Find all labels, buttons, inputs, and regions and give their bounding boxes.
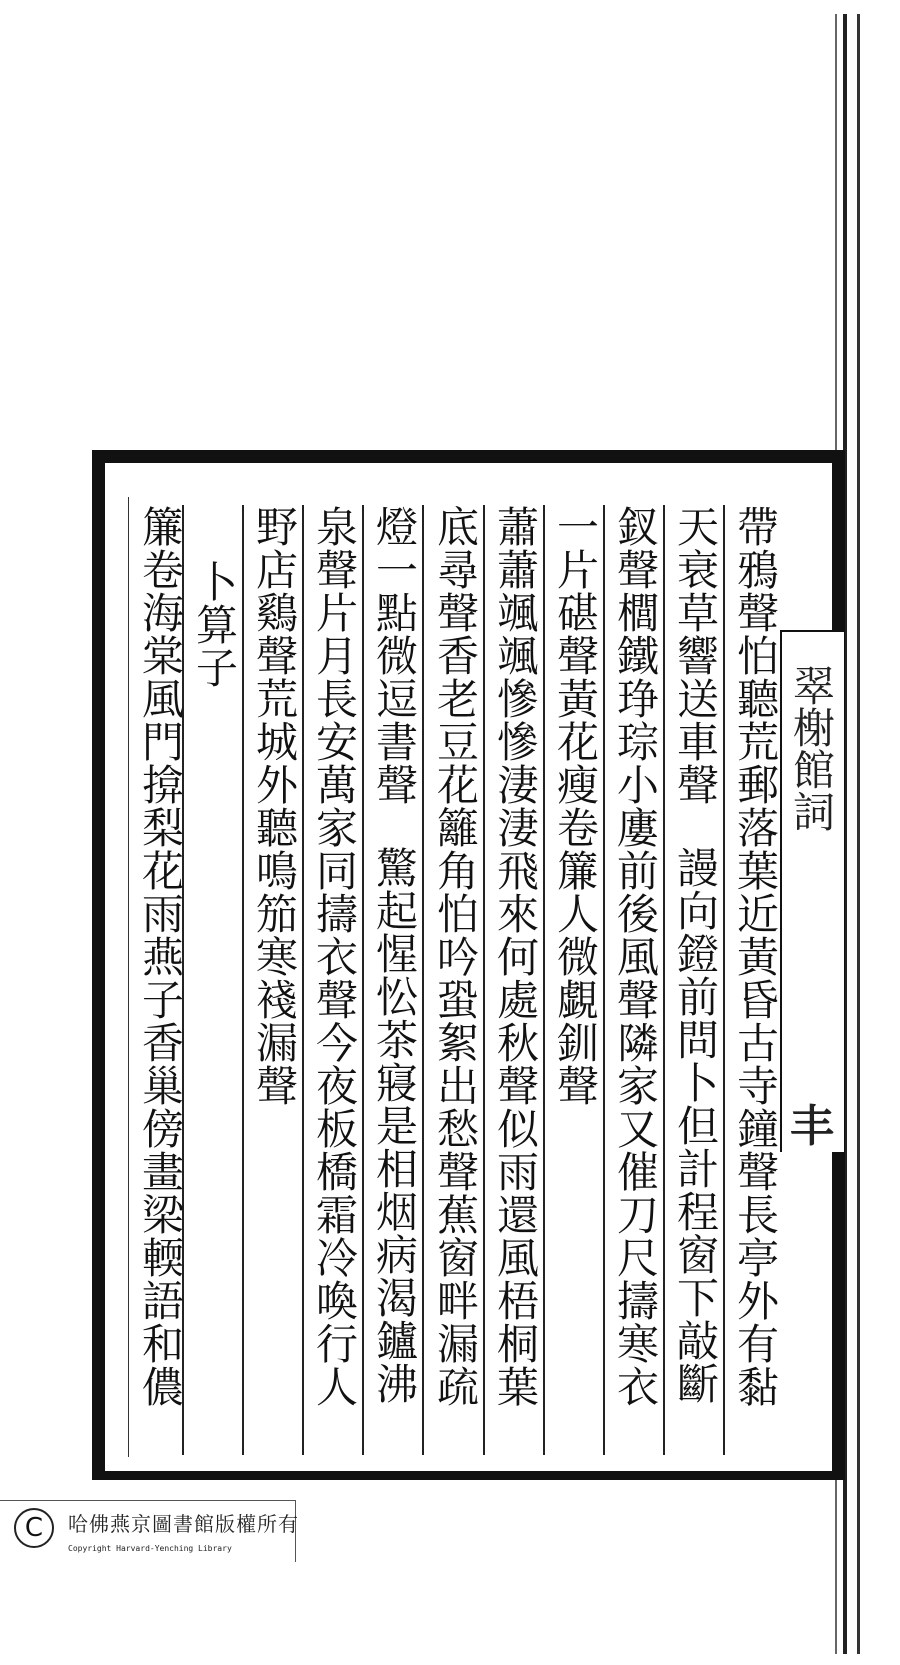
text-column: 野店鷄聲荒城外聽鳴笳寒䙁漏聲 bbox=[250, 505, 299, 1107]
text-column: 天衰草響送車聲謾向鐙前問卜但計程窗下敲斷 bbox=[671, 505, 720, 1405]
column-rule bbox=[483, 505, 485, 1455]
text-column: 簾卷海棠風門揜梨花雨燕子香巢傍畫梁輭語和儂 bbox=[136, 505, 185, 1408]
fore-edge-page-number: 丰 bbox=[790, 1101, 834, 1152]
text-column: 泉聲片月長安萬家同擣衣聲今夜板橋霜冷喚行人 bbox=[310, 505, 359, 1408]
frame-inner-rule bbox=[128, 497, 129, 1457]
stamp-text-en: Copyright Harvard-Yenching Library bbox=[68, 1544, 232, 1553]
column-rule bbox=[603, 505, 605, 1455]
column-rule bbox=[362, 505, 364, 1455]
text-column: 底尋聲香老豆花籬角怕吟蛩絮出愁聲蕉窗畔漏疏 bbox=[431, 505, 480, 1408]
column-rule bbox=[723, 505, 725, 1455]
text-column: 釵聲櫚鐵琤琮小廔前後風聲隣家又催刀尺擣寒衣 bbox=[611, 505, 660, 1408]
column-rule bbox=[543, 505, 545, 1455]
text-column: 帶鴉聲怕聽荒郵落葉近黃昏古寺鐘聲長亭外有黏 bbox=[731, 505, 780, 1408]
column-rule bbox=[302, 505, 304, 1455]
column-rule bbox=[242, 505, 244, 1455]
binding-edge bbox=[843, 14, 877, 1654]
copyright-icon: C bbox=[14, 1508, 54, 1548]
text-column: 一片碪聲黃花瘦卷簾人微覷釧聲 bbox=[551, 505, 600, 1107]
stamp-text-cn: 哈佛燕京圖書館版權所有 bbox=[68, 1512, 299, 1536]
column-rule bbox=[663, 505, 665, 1455]
poem-title: 卜算子 bbox=[190, 560, 239, 689]
text-column: 蕭蕭颯颯慘慘淒淒飛來何處秋聲似雨還風梧桐葉 bbox=[491, 505, 540, 1408]
fore-edge-title: 翠榭館詞 bbox=[787, 664, 836, 832]
text-column: 燈一點微逗書聲驚起惺忪茶寢是相烟病渴鑪沸 bbox=[370, 505, 419, 1405]
column-rule bbox=[422, 505, 424, 1455]
